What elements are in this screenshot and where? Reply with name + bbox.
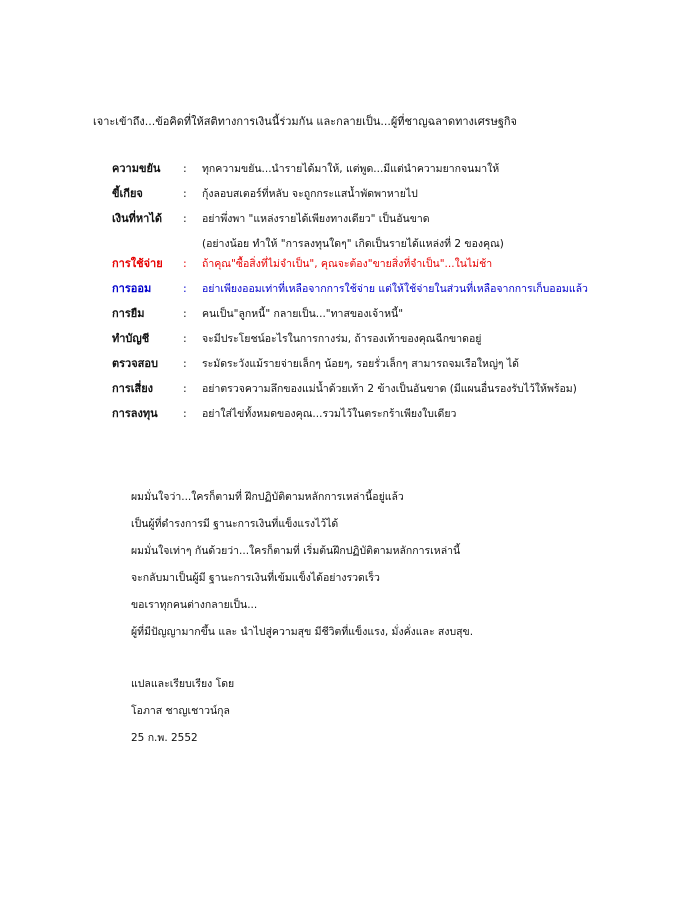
principle-term: การเสี่ยง [112,382,154,395]
principle-term: เงินที่หาได้ [112,212,163,225]
principle-term: การใช้จ่าย [112,257,163,270]
intro-text: เจาะเข้าถึง...ข้อคิดที่ให้สติทางการเงินนี้ร่วมกัน และกลายเป็น...ผู้ที่ชาญฉลาดทางเศรษฐกิจ [93,115,518,128]
signature-date: 25 ก.พ. 2552 [131,732,198,744]
principle-row [112,380,672,405]
principle-term: การออม [112,282,152,295]
principle-colon: : [183,187,187,200]
signature-author: โอภาส ชาญเชาวน์กุล [131,705,230,717]
signature-credit: แปลและเรียบเรียง โดย [131,678,235,690]
principle-row [112,280,672,305]
principle-desc [202,210,504,253]
principle-row [112,255,672,280]
principle-desc: ระมัดระวังแม้รายจ่ายเล็กๆ น้อยๆ, รอยรั่วเล็กๆ สามารถจมเรือใหญ่ๆ ได้ [202,358,519,370]
closing-paragraph [131,488,473,650]
closing-line: ขอเราทุกคนต่างกลายเป็น... [131,599,258,611]
principle-colon: : [183,212,187,225]
principle-term: การยืม [112,307,145,320]
principle-desc: อย่าใส่ไข่ทั้งหมดของคุณ...รวมไว้ในตระกร้าเพียงใบเดียว [202,408,457,420]
principle-desc: กุ้งลอบสเตอร์ที่หลับ จะถูกกระแสน้ำพัดพาหายไป [202,188,418,200]
principle-desc: อย่าเพียงออมเท่าที่เหลือจากการใช้จ่าย แต่ให้ใช้จ่ายในส่วนที่เหลือจากการเก็บออมแล้ว [202,283,588,295]
principle-colon: : [183,282,187,295]
principle-row [112,330,672,355]
principle-desc-line: อย่าพึ่งพา "แหล่งรายได้เพียงทางเดียว" เป็นอันขาด [202,213,430,225]
principle-colon: : [183,162,187,175]
principle-row [112,355,672,380]
principle-term: การลงทุน [112,407,158,420]
principle-row [112,305,672,330]
principle-colon: : [183,332,187,345]
principle-desc: อย่าตรวจความลึกของแม่น้ำด้วยเท้า 2 ข้างเป็นอันขาด (มีแผนอื่นรองรับไว้ให้พร้อม) [202,383,577,395]
principle-desc: คนเป็น"ลูกหนี้" กลายเป็น..."ทาสของเจ้าหนี้" [202,308,404,320]
closing-line: ผมมั่นใจเท่าๆ กันด้วยว่า...ใครก็ตามที่ เริ่มต้นฝึกปฏิบัติตามหลักการเหล่านี้ [131,545,461,557]
principle-row [112,185,672,210]
principle-term: ทำบัญชี [112,332,150,345]
principle-desc: ถ้าคุณ"ซื้อสิ่งที่ไม่จำเป็น", คุณจะต้อง"ขายสิ่งที่จำเป็น"...ในไม่ช้า [202,258,493,270]
principle-desc-line: (อย่างน้อย ทำให้ "การลงทุนใดๆ" เกิดเป็นรายได้แหล่งที่ 2 ของคุณ) [202,238,504,250]
principle-colon: : [183,407,187,420]
signature-block [131,675,234,756]
principle-desc: ทุกความขยัน...นำรายได้มาให้, แต่พูด...มีแต่นำความยากจนมาให้ [202,163,500,175]
principle-colon: : [183,257,187,270]
closing-line: ผมมั่นใจว่า...ใครก็ตามที่ ฝึกปฏิบัติตามหลักการเหล่านี้อยู่แล้ว [131,491,404,503]
principle-row [112,210,672,255]
closing-line: จะกลับมาเป็นผู้มี ฐานะการเงินที่เข้มแข็งได้อย่างรวดเร็ว [131,572,380,584]
principle-term: ความขยัน [112,162,161,175]
principle-row [112,405,672,430]
closing-line: ผู้ที่มีปัญญามากขึ้น และ นำไปสู่ความสุข มีชีวิตที่แข็งแรง, มั่งคั่งและ สงบสุข. [131,626,474,638]
principle-term: ขี้เกียจ [112,187,143,200]
closing-line: เป็นผู้ที่ดำรงการมี ฐานะการเงินที่แข็งแรงไว้ได้ [131,518,339,530]
principle-term: ตรวจสอบ [112,357,158,370]
principle-row [112,160,672,185]
principle-colon: : [183,307,187,320]
principles-list [112,160,672,430]
principle-colon: : [183,382,187,395]
principle-desc: จะมีประโยชน์อะไรในการกางร่ม, ถ้ารองเท้าของคุณฉีกขาดอยู่ [202,333,482,345]
principle-colon: : [183,357,187,370]
